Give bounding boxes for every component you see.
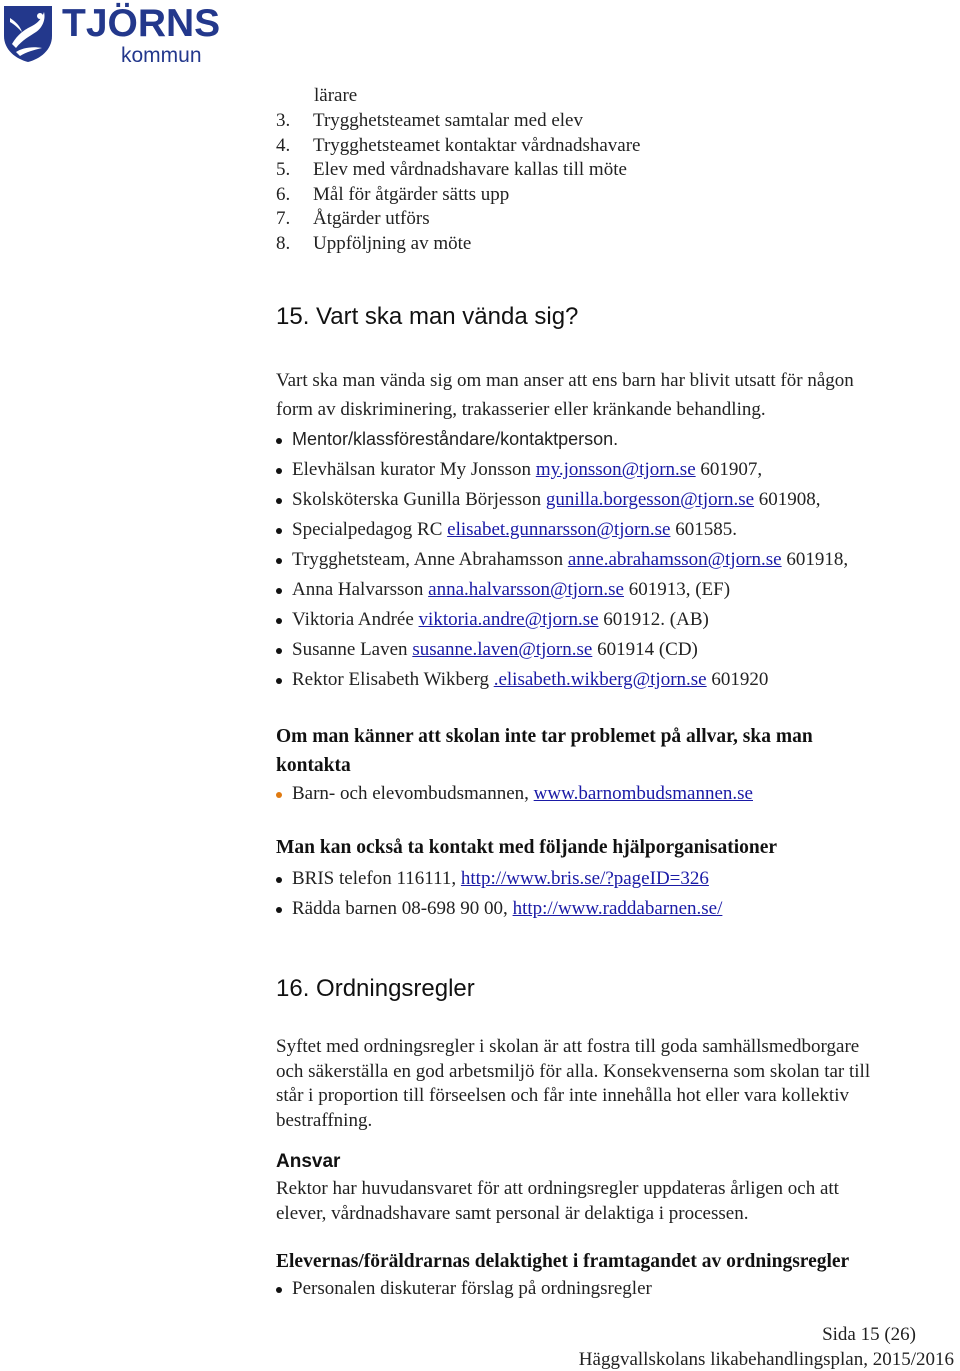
contact-item (292, 609, 709, 631)
contact-name: Specialpedagog RC (292, 519, 448, 540)
contact-phone: 601918, (781, 549, 849, 570)
help-label: BRIS telefon 116111, (292, 868, 461, 889)
contact-item (292, 549, 848, 571)
step-item (276, 110, 583, 132)
contact-phone: 601907, (695, 459, 763, 480)
contact-phone: 601908, (754, 489, 821, 510)
step-number: 5. (276, 159, 291, 181)
contact-item (292, 579, 730, 601)
contact-email-link[interactable]: elisabet.gunnarsson@tjorn.se (447, 519, 671, 540)
step-item (276, 233, 471, 255)
contact-name: Skolsköterska Gunilla Börjesson (292, 489, 546, 510)
section-15-intro-line-2: form av diskriminering, trakasserier eller kränkande behandling. (276, 399, 766, 420)
escalation-line-2: kontakta (276, 755, 351, 776)
contact-item (292, 669, 768, 691)
step-number: 8. (276, 233, 291, 254)
bullet-icon (276, 907, 282, 913)
step-text: Mål för åtgärder sätts upp (313, 183, 510, 205)
logo-name: TJÖRNS (62, 2, 221, 45)
contact-item (292, 519, 737, 541)
bullet-icon (276, 468, 282, 474)
contact-phone: 601920 (706, 669, 769, 690)
coat-of-arms-icon (2, 4, 54, 64)
contact-item (292, 459, 762, 481)
bullet-icon (276, 1287, 282, 1293)
contact-email-link[interactable]: susanne.laven@tjorn.se (412, 639, 593, 660)
ansvar-heading: Ansvar (276, 1151, 341, 1172)
paragraph-line: bestraffning. (276, 1110, 373, 1132)
help-heading: Man kan också ta kontakt med följande hjälporganisationer (276, 837, 778, 858)
contact-name: Mentor/klassföreståndare/kontaktperson. (292, 429, 619, 449)
ansvar-line: elever, vårdnadshavare samt personal är delaktiga i processen. (276, 1203, 749, 1224)
paragraph-line: Syftet med ordningsregler i skolan är att fostra till goda samhällsmedborgare (276, 1036, 860, 1057)
bullet-icon (276, 648, 282, 654)
bullet-icon (276, 588, 282, 594)
contact-email-link[interactable]: gunilla.borgesson@tjorn.se (545, 489, 755, 510)
section-15-heading: 15. Vart ska man vända sig? (276, 303, 579, 330)
bullet-icon (276, 618, 282, 624)
step-item (276, 159, 627, 181)
step-number: 4. (276, 134, 291, 156)
help-item (292, 868, 709, 890)
contact-email-link[interactable]: viktoria.andre@tjorn.se (418, 609, 599, 630)
step-text: Trygghetsteamet samtalar med elev (313, 110, 583, 131)
paragraph-line: och säkerställa en god arbetsmiljö för alla. Konsekvenserna som skolan tar till (276, 1060, 871, 1082)
bullet-icon (276, 678, 282, 684)
bullet-icon (276, 498, 282, 504)
bullet-icon (276, 792, 282, 798)
contact-email-link[interactable]: .elisabeth.wikberg@tjorn.se (493, 669, 707, 690)
contact-phone: 601913, (EF) (623, 579, 731, 600)
page-number: Sida 15 (26) (822, 1324, 916, 1345)
help-link[interactable]: http://www.bris.se/?pageID=326 (460, 868, 709, 889)
help-label: Rädda barnen 08-698 90 00, (292, 898, 513, 919)
step-item (276, 184, 509, 206)
contact-phone: 601912. (AB) (598, 609, 709, 630)
delaktighet-item: Personalen diskuterar förslag på ordningsregler (292, 1278, 652, 1299)
paragraph-line: står i proportion till förseelsen och får inte innehålla hot eller vara kollektiv (276, 1085, 849, 1107)
list-continuation: lärare (314, 85, 358, 106)
contact-email-link[interactable]: anna.halvarsson@tjorn.se (428, 579, 624, 600)
contact-name: Elevhälsan kurator My Jonsson (292, 459, 536, 480)
ombud-link[interactable]: www.barnombudsmannen.se (533, 783, 753, 804)
bullet-icon (276, 877, 282, 883)
delaktighet-heading: Elevernas/föräldrarnas delaktighet i framtagandet av ordningsregler (276, 1251, 850, 1272)
contact-name: Rektor Elisabeth Wikberg (292, 669, 494, 690)
step-text: Trygghetsteamet kontaktar vårdnadshavare (313, 134, 641, 156)
ombud-item (292, 783, 753, 805)
contact-email-link[interactable]: my.jonsson@tjorn.se (535, 459, 696, 480)
bullet-icon (276, 558, 282, 564)
step-number: 7. (276, 208, 291, 230)
contact-name: Susanne Laven (292, 639, 413, 660)
step-item (276, 135, 640, 157)
contact-name: Trygghetsteam, Anne Abrahamsson (292, 549, 568, 570)
logo-subtitle: kommun (121, 44, 202, 67)
contact-name: Viktoria Andrée (292, 609, 419, 630)
step-text: Elev med vårdnadshavare kallas till möte (313, 159, 627, 181)
contact-item (292, 639, 698, 661)
contact-phone: 601914 (CD) (592, 639, 698, 660)
contact-name: Anna Halvarsson (292, 579, 429, 600)
ansvar-line: Rektor har huvudansvaret för att ordningsregler uppdateras årligen och att (276, 1178, 839, 1199)
step-item (276, 208, 430, 230)
contact-email-link[interactable]: anne.abrahamsson@tjorn.se (567, 549, 782, 570)
bullet-icon (276, 528, 282, 534)
tjorns-kommun-logo (0, 0, 230, 70)
step-number: 3. (276, 110, 291, 131)
section-16-heading: 16. Ordningsregler (276, 975, 475, 1002)
escalation-line-1: Om man känner att skolan inte tar problemet på allvar, ska man (276, 726, 813, 747)
step-text: Åtgärder utförs (313, 208, 430, 230)
ombud-label: Barn- och elevombudsmannen, (292, 783, 534, 804)
step-number: 6. (276, 183, 291, 205)
contact-item (292, 429, 618, 450)
bullet-icon (276, 438, 282, 444)
document-title: Häggvallskolans likabehandlingsplan, 2015/2016 (578, 1349, 954, 1370)
step-text: Uppföljning av möte (313, 233, 472, 254)
help-link[interactable]: http://www.raddabarnen.se/ (512, 898, 723, 919)
contact-item (292, 489, 821, 511)
contact-phone: 601585. (670, 519, 737, 540)
section-15-intro-line-1: Vart ska man vända sig om man anser att ens barn har blivit utsatt för någon (276, 370, 854, 391)
help-item (292, 898, 722, 920)
